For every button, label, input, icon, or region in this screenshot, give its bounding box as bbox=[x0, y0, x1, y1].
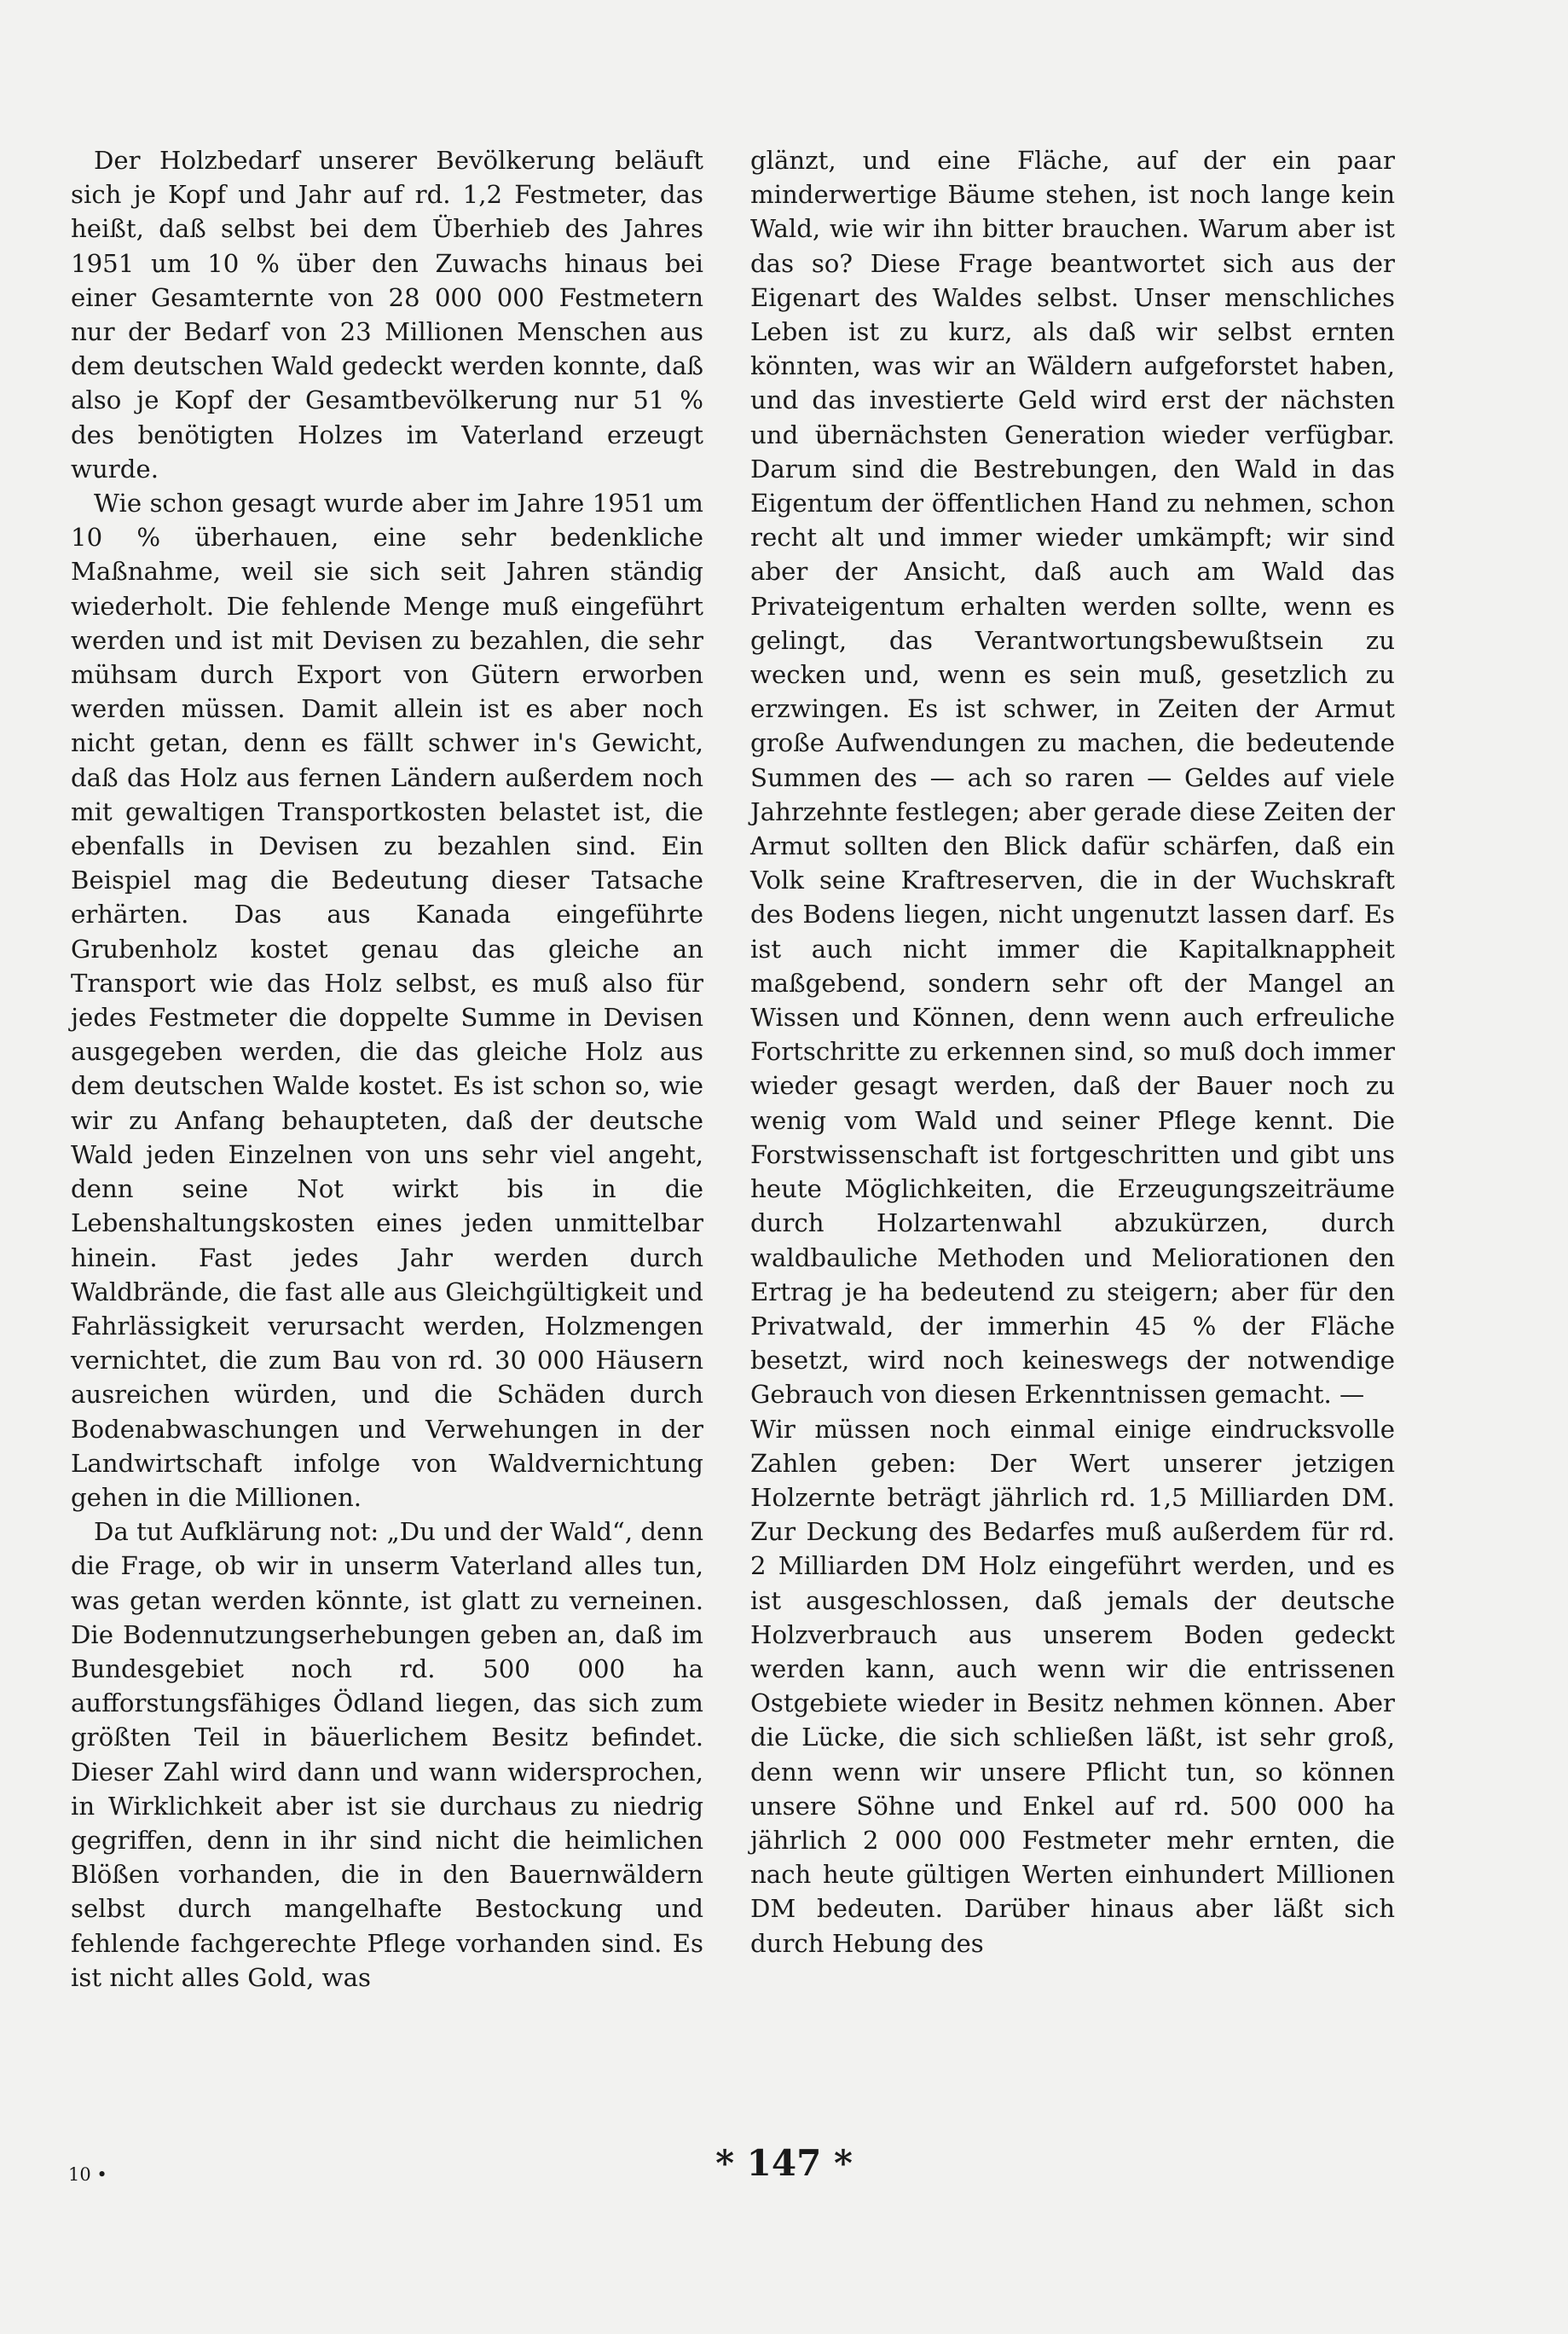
paragraph: glänzt, und eine Fläche, auf der ein paar minderwertige Bäume stehen, ist noch lange kein Wald, wie wir ihn bitter brauchen. Warum aber ist das so? Diese Frage beantwortet sich aus der Eigenart des Waldes selbst. Unser menschliches Leben ist zu kurz, als daß wir selbst ernten könnten, was wir an Wäldern aufgeforstet haben, und das investierte Geld wird erst der nächsten und übernächsten Generation wieder verfügbar. Darum sind die Bestrebungen, den Wald in das Eigentum der öffentlichen Hand zu nehmen, schon recht alt und immer wieder umkämpft; wir sind aber der Ansicht, daß auch am Wald das Privateigentum erhalten werden sollte, wenn es gelingt, das Verantwortungsbewußtsein zu wecken und, wenn es sein muß, gesetzlich zu erzwingen. Es ist schwer, in Zeiten der Armut große Aufwendungen zu machen, die bedeutende Summen des — ach so raren — Geldes auf viele Jahrzehnte festlegen; aber gerade diese Zeiten der Armut sollten den Blick dafür schärfen, daß ein Volk seine Kraftreserven, die in der Wuchskraft des Bodens liegen, nicht ungenutzt lassen darf. Es ist auch nicht immer die Kapitalknappheit maßgebend, sondern sehr oft der Mangel an Wissen und Können, denn wenn auch erfreuliche Fortschritte zu erkennen sind, so muß doch immer wieder gesagt werden, daß der Bauer noch zu wenig vom Wald und seiner Pflege kennt. Die Forstwissenschaft ist fortgeschritten und gibt uns heute Möglichkeiten, die Erzeugungszeiträume durch Holzartenwahl abzukürzen, durch waldbauliche Methoden und Meliorationen den Ertrag je ha bedeutend zu steigern; aber für den Privatwald, der immerhin 45 % der Fläche besetzt, wird noch keineswegs der notwendige Gebrauch von diesen Erkenntnissen gemacht. — bbox=[750, 146, 1395, 1410]
paragraph: Da tut Aufklärung not: „Du und der Wald“, denn die Frage, ob wir in unserm Vaterland alles tun, was getan werden könnte, ist glatt zu verneinen. Die Bodennutzungserhebungen geben an, daß im Bundesgebiet noch rd. 500 000 ha aufforstungsfähiges Ödland liegen, das sich zum größten Teil in bäuerlichem Besitz befindet. Dieser Zahl wird dann und wann widersprochen, in Wirklichkeit aber ist sie durchaus zu niedrig gegriffen, denn in ihr sind nicht die heimlichen Blößen vorhanden, die in den Bauernwäldern selbst durch mangelhafte Bestockung und fehlende fachgerechte Pflege vorhanden sind. Es ist nicht alles Gold, was bbox=[71, 1517, 703, 1992]
paragraph: Wir müssen noch einmal einige eindrucksvolle Zahlen geben: Der Wert unserer jetzigen Holzernte beträgt jährlich rd. 1,5 Milliarden DM. Zur Deckung des Bedarfes muß außerdem für rd. 2 Milliarden DM Holz eingeführt werden, und es ist ausgeschlossen, daß jemals der deutsche Holzverbrauch aus unserem Boden gedeckt werden kann, auch wenn wir die entrissenen Ostgebiete wieder in Besitz nehmen können. Aber die Lücke, die sich schließen läßt, ist sehr groß, denn wenn wir unsere Pflicht tun, so können unsere Söhne und Enkel auf rd. 500 000 ha jährlich 2 000 000 Festmeter mehr ernten, die nach heute gültigen Werten einhundert Millionen DM bedeuten. Darüber hinaus aber läßt sich durch Hebung des bbox=[750, 1414, 1395, 1958]
left-column bbox=[71, 143, 703, 1995]
page-number: * 147 * bbox=[715, 2142, 853, 2184]
signature-mark: 10 • bbox=[68, 2164, 107, 2185]
paragraph: Der Holzbedarf unserer Bevölkerung beläuft sich je Kopf und Jahr auf rd. 1,2 Festmeter, das heißt, daß selbst bei dem Überhieb des Jahres 1951 um 10 % über den Zuwachs hinaus bei einer Gesamternte von 28 000 000 Festmetern nur der Bedarf von 23 Millionen Menschen aus dem deutschen Wald gedeckt werden konnte, daß also je Kopf der Gesamtbevölkerung nur 51 % des benötigten Holzes im Vaterland erzeugt wurde. bbox=[71, 146, 703, 484]
right-column bbox=[750, 143, 1395, 1960]
paragraph: Wie schon gesagt wurde aber im Jahre 1951 um 10 % überhauen, eine sehr bedenkliche Maßnahme, weil sie sich seit Jahren ständig wiederholt. Die fehlende Menge muß eingeführt werden und ist mit Devisen zu bezahlen, die sehr mühsam durch Export von Gütern erworben werden müssen. Damit allein ist es aber noch nicht getan, denn es fällt schwer in's Gewicht, daß das Holz aus fernen Ländern außerdem noch mit gewaltigen Transportkosten belastet ist, die ebenfalls in Devisen zu bezahlen sind. Ein Beispiel mag die Bedeutung dieser Tatsache erhärten. Das aus Kanada eingeführte Grubenholz kostet genau das gleiche an Transport wie das Holz selbst, es muß also für jedes Festmeter die doppelte Summe in Devisen ausgegeben werden, die das gleiche Holz aus dem deutschen Walde kostet. Es ist schon so, wie wir zu Anfang behaupteten, daß der deutsche Wald jeden Einzelnen von uns sehr viel angeht, denn seine Not wirkt bis in die Lebenshaltungskosten eines jeden unmittelbar hinein. Fast jedes Jahr werden durch Waldbrände, die fast alle aus Gleichgültigkeit und Fahrlässigkeit verursacht werden, Holzmengen vernichtet, die zum Bau von rd. 30 000 Häusern ausreichen würden, und die Schäden durch Bodenabwaschungen und Verwehungen in der Landwirtschaft infolge von Waldvernichtung gehen in die Millionen. bbox=[71, 489, 703, 1512]
